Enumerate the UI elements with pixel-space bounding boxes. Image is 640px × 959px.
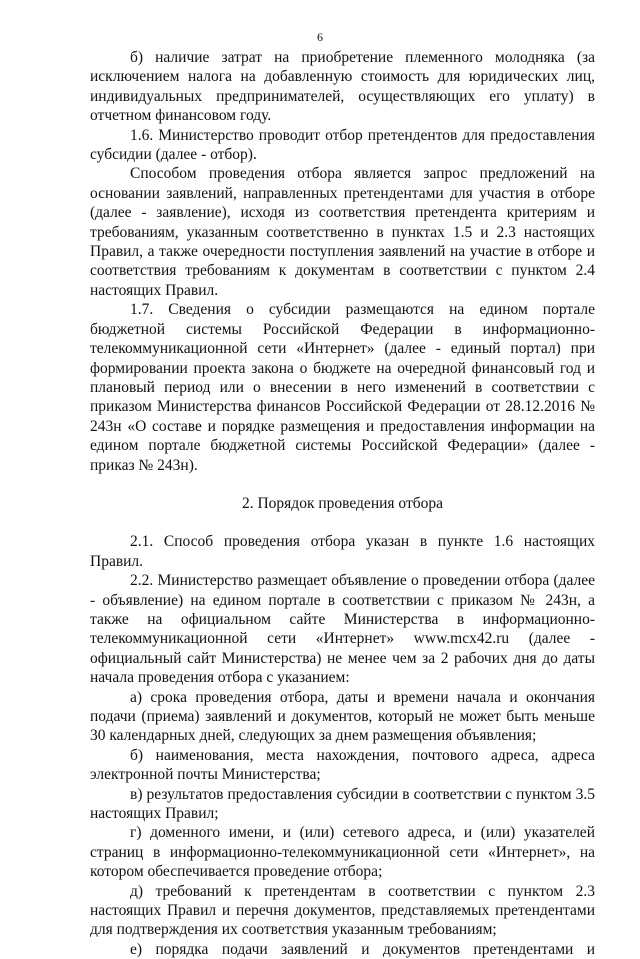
paragraph-selection-method: Способом проведения отбора является запрос предложений на основании заявлений, направленных претендентами для участия в отборе (далее - заявление), исходя из соответствия претендента критериям и требованиям, указанным соответственно в пунктах 1.5 и 2.3 настоящих Правил, а также очередности поступления заявлений на участие в отборе и соответствия требованиям к документам в соответствии с пунктом 2.4 настоящих Правил.	[90, 165, 595, 299]
document-body	[90, 48, 595, 959]
list-item-v: в) результатов предоставления субсидии в соответствии с пунктом 3.5 настоящих Правил;	[90, 785, 595, 823]
list-item-e: е) порядка подачи заявлений и документов претендентами и	[130, 940, 595, 958]
paragraph-1-6: 1.6. Министерство проводит отбор претендентов для предоставления субсидии (далее - отбор).	[90, 126, 595, 164]
paragraph-1-7: 1.7. Сведения о субсидии размещаются на едином портале бюджетной системы Российской Федерации в информационно-телекоммуникационной сети «Интернет» (далее - единый портал) при формировании проекта закона о бюджете на очередной финансовый год и плановый период или о внесении в него изменений в соответствии с приказом Министерства финансов Российской Федерации от 28.12.2016 № 243н «О составе и порядке размещения и предоставления информации на едином портале бюджетной системы Российской Федерации» (далее - приказ № 243н).	[90, 301, 595, 474]
list-item-a: а) срока проведения отбора, даты и времени начала и окончания подачи (приема) заявлений и документов, который не может быть меньше 30 календарных дней, следующих за днем размещения объявления;	[90, 688, 595, 745]
page-number: 6	[317, 30, 323, 44]
paragraph-2-1: 2.1. Способ проведения отбора указан в пункте 1.6 настоящих Правил.	[90, 533, 595, 570]
list-item-g: г) доменного имени, и (или) сетевого адреса, и (или) указателей страниц в информационно-телекоммуникационной сети «Интернет», на котором обеспечивается проведение отбора;	[90, 824, 595, 881]
paragraph-2-2: 2.2. Министерство размещает объявление о проведении отбора (далее - объявление) на едином портале в соответствии с приказом № 243н, а также на официальном сайте Министерства в информационно-телекоммуникационной сети «Интернет» www.mcx42.ru (далее - официальный сайт Министерства) не менее чем за 2 рабочих дня до даты начала проведения отбора с указанием:	[90, 572, 595, 687]
list-item-b: б) наименования, места нахождения, почтового адреса, адреса электронной почты Министерства;	[90, 746, 595, 784]
paragraph-b-costs: б) наличие затрат на приобретение племенного молодняка (за исключением налога на добавленную стоимость для юридических лиц, индивидуальных предпринимателей, осуществляющих его уплату) в отчетном финансовом году.	[90, 49, 595, 125]
list-item-d: д) требований к претендентам в соответствии с пунктом 2.3 настоящих Правил и перечня документов, представляемых претендентами для подтверждения их соответствия указанным требованиям;	[90, 882, 595, 939]
section-heading: 2. Порядок проведения отбора	[241, 494, 443, 512]
